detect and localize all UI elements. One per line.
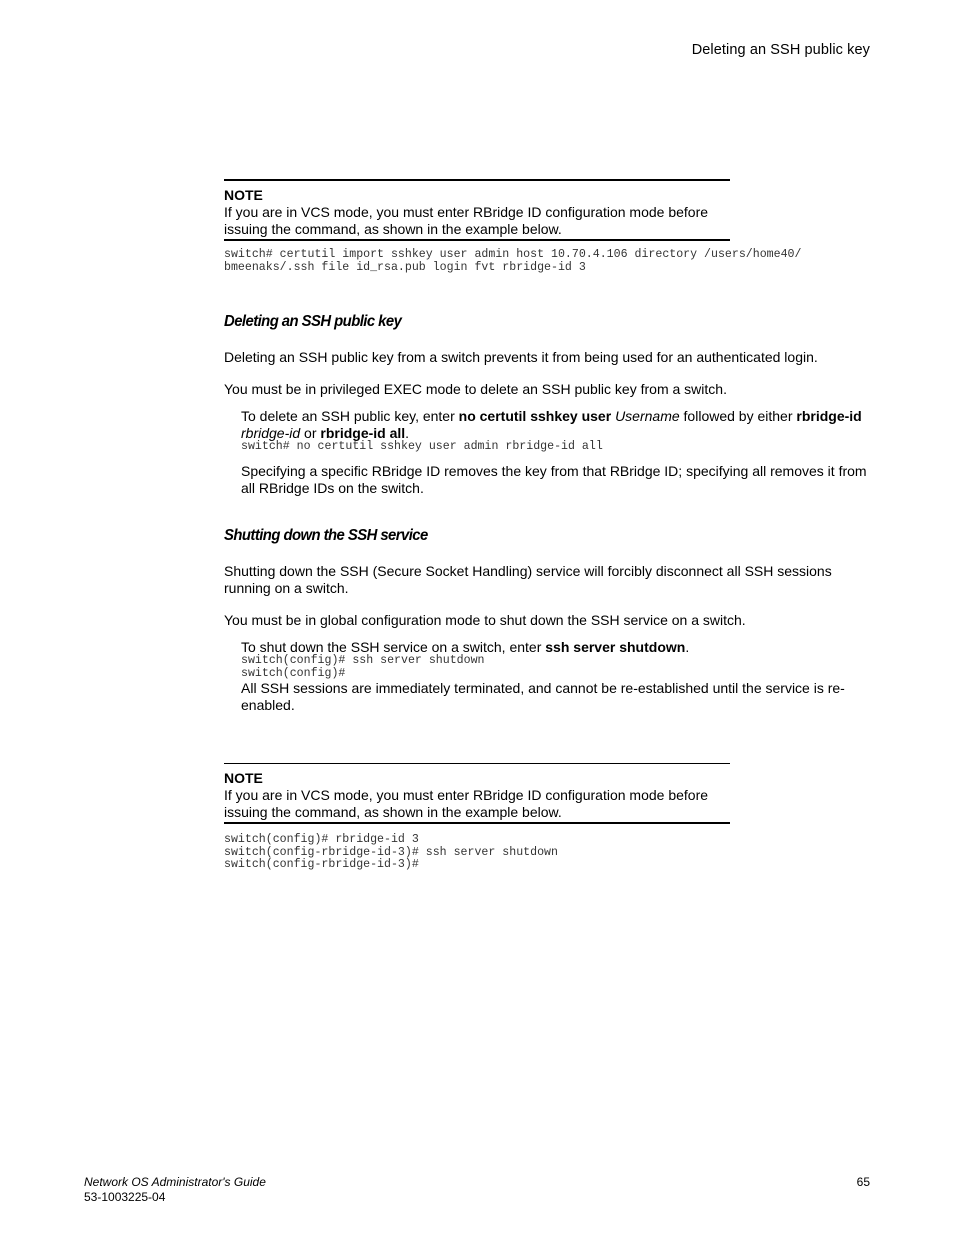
page-number: 65 bbox=[856, 1175, 870, 1189]
paragraph: You must be in global configuration mode to shut down the SSH service on a switch. bbox=[224, 612, 746, 628]
code-block: switch# certutil import sshkey user admin host 10.70.4.106 directory /users/home40/ bmeenaks/.ssh file id_rsa.pub login fvt rbridge-id 3 bbox=[224, 248, 802, 274]
step-text: or bbox=[300, 425, 321, 441]
paragraph: You must be in privileged EXEC mode to delete an SSH public key from a switch. bbox=[224, 381, 727, 397]
argument-name: rbridge-id bbox=[241, 425, 301, 441]
section-heading: Deleting an SSH public key bbox=[224, 313, 402, 330]
code-block: switch# no certutil sshkey user admin rbridge-id all bbox=[241, 440, 603, 453]
step-instruction bbox=[241, 408, 874, 442]
paragraph: Deleting an SSH public key from a switch prevents it from being used for an authenticated login. bbox=[224, 349, 818, 365]
running-header: Deleting an SSH public key bbox=[691, 42, 870, 58]
paragraph: Shutting down the SSH (Secure Socket Handling) service will forcibly disconnect all SSH sessions running on a switch. bbox=[224, 563, 832, 596]
step-text: To delete an SSH public key, enter bbox=[241, 408, 459, 424]
paragraph: All SSH sessions are immediately terminated, and cannot be re-established until the service is re-enabled. bbox=[241, 680, 845, 713]
note-label: NOTE bbox=[224, 187, 263, 203]
guide-title: Network OS Administrator's Guide bbox=[84, 1175, 266, 1189]
step-text: . bbox=[685, 639, 690, 655]
command-option: rbridge-id all bbox=[320, 425, 406, 441]
note-box bbox=[224, 763, 730, 824]
command-option: rbridge-id bbox=[796, 408, 862, 424]
paragraph: Specifying a specific RBridge ID removes the key from that RBridge ID; specifying all removes it from all RBridge IDs on the switch. bbox=[241, 463, 867, 496]
argument-name: Username bbox=[615, 408, 680, 424]
note-box bbox=[224, 179, 730, 241]
note-text: If you are in VCS mode, you must enter RBridge ID configuration mode before issuing the command, as shown in the example below. bbox=[224, 204, 709, 237]
section-heading: Shutting down the SSH service bbox=[224, 527, 428, 544]
note-label: NOTE bbox=[224, 770, 263, 786]
step-text: To shut down the SSH service on a switch, enter bbox=[241, 639, 546, 655]
command-name: ssh server shutdown bbox=[545, 639, 686, 655]
code-block: switch(config)# rbridge-id 3 switch(config-rbridge-id-3)# ssh server shutdown switch(config-rbridge-id-3)# bbox=[224, 833, 558, 871]
step-text: followed by either bbox=[679, 408, 797, 424]
command-name: no certutil sshkey user bbox=[458, 408, 612, 424]
footer-left bbox=[84, 1175, 266, 1205]
step-text: . bbox=[405, 425, 410, 441]
code-block: switch(config)# ssh server shutdown switch(config)# bbox=[241, 654, 485, 680]
note-text: If you are in VCS mode, you must enter RBridge ID configuration mode before issuing the command, as shown in the example below. bbox=[224, 787, 709, 820]
doc-number: 53-1003225-04 bbox=[84, 1190, 166, 1204]
